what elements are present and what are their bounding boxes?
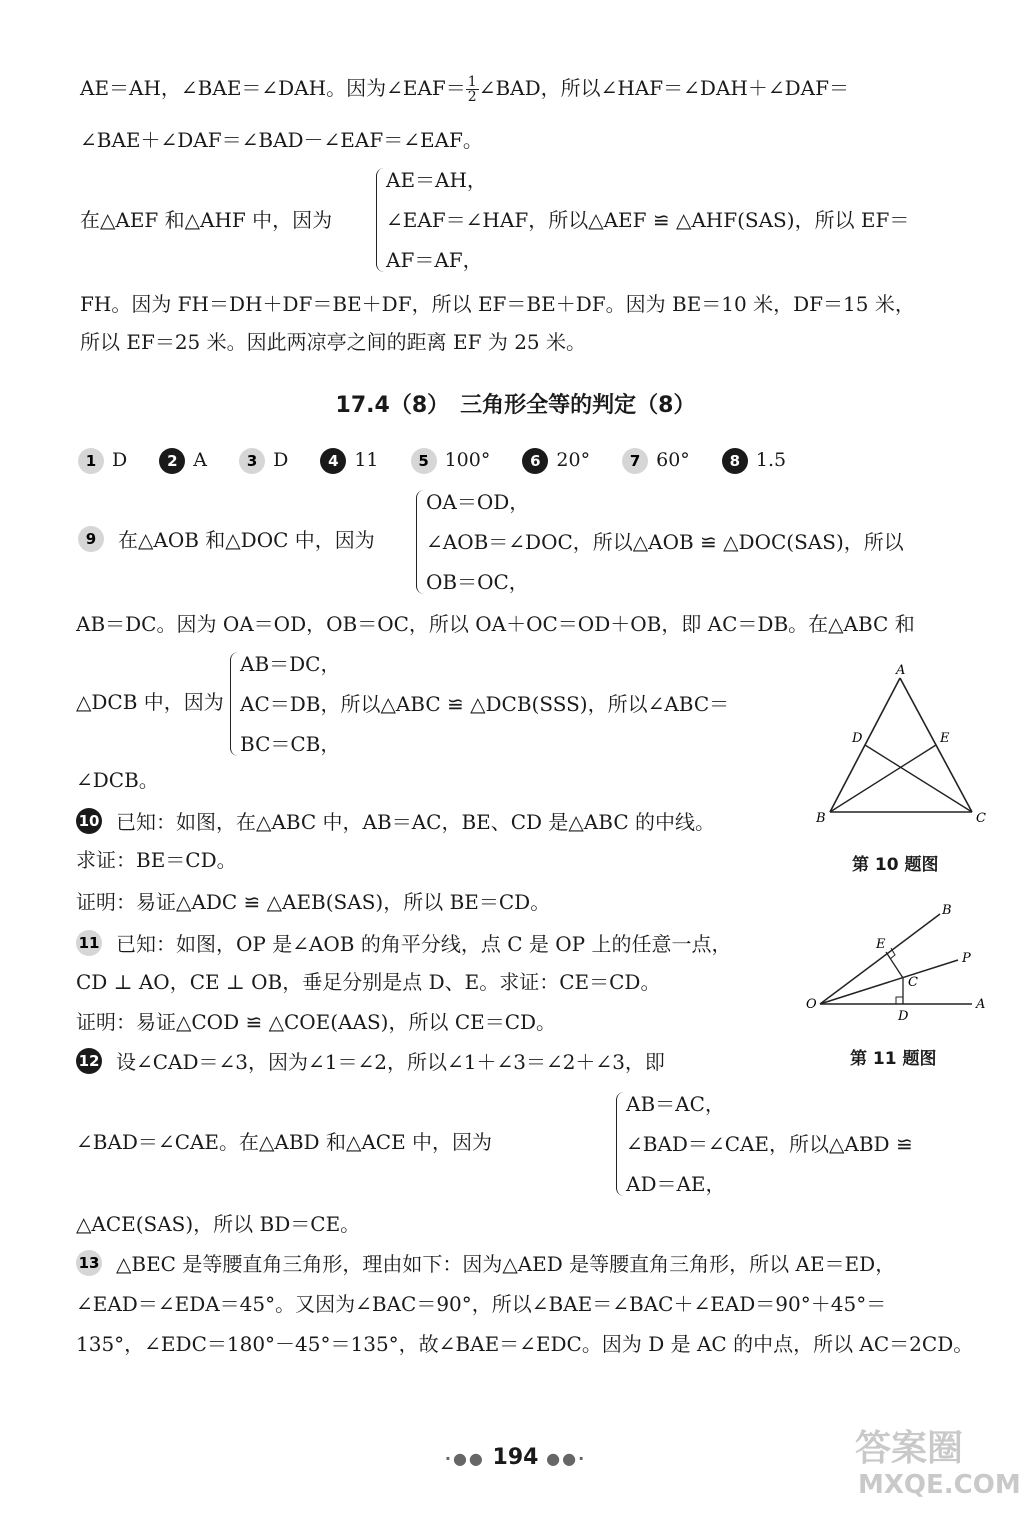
watermark-bottom: MXQE.COM: [858, 1470, 1021, 1500]
figure-q10: [810, 660, 1000, 835]
dots-icon: ●●·: [546, 1449, 587, 1468]
text-line: CD ⊥ AO，CE ⊥ OB，垂足分别是点 D、E。求证：CE＝CD。: [76, 970, 661, 994]
label-A: A: [976, 997, 986, 1012]
equation-system: [240, 644, 729, 764]
question-number: 11: [76, 930, 102, 956]
label-B: B: [942, 903, 952, 918]
ray-OB: [820, 914, 940, 1004]
question-number: 4: [320, 448, 346, 474]
label-O: O: [806, 997, 817, 1012]
equation-system: [626, 1084, 913, 1204]
label-D: D: [898, 1009, 909, 1024]
question-number: 3: [239, 448, 265, 474]
system-row: OB＝OC，: [426, 570, 529, 594]
system-row: AB＝DC，: [240, 652, 341, 676]
text-line: 证明：易证△ADC ≌ △AEB(SAS)，所以 BE＝CD。: [76, 890, 551, 914]
text-line: 求证：BE＝CD。: [76, 848, 237, 872]
question-number: 7: [622, 448, 648, 474]
fraction-denominator: 2: [467, 89, 477, 105]
system-row: AB＝AC，: [626, 1092, 725, 1116]
label-B: B: [816, 811, 826, 826]
question-number: 8: [722, 448, 748, 474]
question-number: 12: [76, 1048, 102, 1074]
text-line: △DCB 中，因为: [76, 690, 224, 714]
text-line: △ACE(SAS)，所以 BD＝CE。: [76, 1212, 361, 1236]
system-row: AE＝AH，: [386, 168, 487, 192]
ray-OP: [820, 960, 958, 1004]
text-line: ∠DCB。: [76, 768, 159, 792]
page-number-value: 194: [492, 1445, 539, 1470]
text-line: ∠BAE＋∠DAF＝∠BAD－∠EAF＝∠EAF。: [80, 128, 483, 152]
answer-value: 100°: [444, 449, 491, 471]
label-E: E: [940, 731, 950, 746]
answer-item: [320, 448, 378, 474]
watermark-top: 答案圈: [855, 1428, 964, 1469]
answer-item: [522, 448, 590, 474]
answers-row: [78, 448, 812, 474]
figure-q11: [800, 900, 1000, 1030]
fraction: [466, 75, 479, 104]
text-line: 已知：如图，OP 是∠AOB 的角平分线，点 C 是 OP 上的任意一点，: [116, 932, 732, 956]
text-line: 设∠CAD＝∠3，因为∠1＝∠2，所以∠1＋∠3＝∠2＋∠3，即: [116, 1050, 665, 1074]
label-D: D: [852, 731, 863, 746]
answer-item: [411, 448, 491, 474]
system-row: ∠EAF＝∠HAF，所以△AEF ≌ △AHF(SAS)，所以 EF＝: [386, 208, 910, 232]
answer-value: 1.5: [755, 449, 787, 471]
question-number: 2: [159, 448, 185, 474]
answer-item: [159, 448, 207, 474]
label-P: P: [962, 951, 971, 966]
text-line: 证明：易证△COD ≌ △COE(AAS)，所以 CE＝CD。: [76, 1010, 557, 1034]
question-number: 13: [76, 1250, 102, 1276]
text-line: 在△AEF 和△AHF 中，因为: [80, 208, 333, 232]
answer-item: [78, 448, 127, 474]
right-angle-icon: [890, 948, 895, 959]
text-line: 在△AOB 和△DOC 中，因为: [118, 528, 375, 552]
system-row: BC＝CB，: [240, 732, 341, 756]
figure-caption: 第 11 题图: [850, 1049, 937, 1069]
answer-value: 20°: [556, 449, 591, 471]
segment-CD: [865, 745, 972, 812]
system-row: OA＝OD，: [426, 490, 530, 514]
text: ∠BAD，所以∠HAF＝∠DAH＋∠DAF＝: [478, 76, 849, 100]
question-number: 6: [522, 448, 548, 474]
text-line: [80, 74, 849, 104]
text-line: AB＝DC。因为 OA＝OD，OB＝OC，所以 OA＋OC＝OD＋OB，即 AC＝DB。在△ABC 和: [76, 612, 915, 636]
text-line: ∠EAD＝∠EDA＝45°。又因为∠BAC＝90°，所以∠BAE＝∠BAC＋∠EAD＝90°＋45°＝: [76, 1292, 887, 1316]
question-number: 5: [411, 448, 437, 474]
answer-value: 60°: [656, 449, 690, 471]
text-line: 135°，∠EDC＝180°－45°＝135°，故∠BAE＝∠EDC。因为 D 是 AC 的中点，所以 AC＝2CD。: [76, 1332, 974, 1356]
fraction-numerator: 1: [467, 74, 477, 90]
system-row: AC＝DB，所以△ABC ≌ △DCB(SSS)，所以∠ABC＝: [240, 692, 730, 716]
label-C: C: [976, 811, 986, 826]
section-title: 17.4（8） 三角形全等的判定（8）: [335, 393, 696, 418]
equation-system: [426, 482, 904, 602]
system-row: ∠AOB＝∠DOC，所以△AOB ≌ △DOC(SAS)，所以: [426, 530, 904, 554]
answer-item: [239, 448, 288, 474]
system-row: AF＝AF，: [386, 248, 483, 272]
answer-value: D: [112, 449, 128, 471]
system-row: AD＝AE，: [626, 1172, 726, 1196]
question-number: 9: [78, 526, 104, 552]
text: AE＝AH，∠BAE＝∠DAH。因为∠EAF＝: [80, 76, 466, 100]
text-line: 已知：如图，在△ABC 中，AB＝AC，BE、CD 是△ABC 的中线。: [116, 810, 715, 834]
text-line: ∠BAD＝∠CAE。在△ABD 和△ACE 中，因为: [76, 1130, 493, 1154]
answer-value: 11: [354, 449, 379, 471]
text-line: 所以 EF＝25 米。因此两凉亭之间的距离 EF 为 25 米。: [80, 330, 586, 354]
text-line: FH。因为 FH＝DH＋DF＝BE＋DF，所以 EF＝BE＋DF。因为 BE＝10 米，DF＝15 米，: [80, 292, 915, 316]
label-A: A: [896, 663, 906, 678]
label-C: C: [908, 975, 918, 990]
answer-item: [722, 448, 786, 474]
dots-icon: ·●●: [444, 1449, 485, 1468]
figure-caption: 第 10 题图: [852, 855, 939, 875]
equation-system: [386, 160, 909, 280]
text-line: △BEC 是等腰直角三角形，理由如下：因为△AED 是等腰直角三角形，所以 AE＝ED，: [116, 1252, 896, 1276]
label-E: E: [876, 937, 886, 952]
system-row: ∠BAD＝∠CAE，所以△ABD ≌: [626, 1132, 913, 1156]
right-angle-icon: [896, 997, 903, 1004]
answer-value: D: [273, 449, 289, 471]
question-number: 1: [78, 448, 104, 474]
answer-value: A: [193, 449, 208, 471]
answer-item: [622, 448, 690, 474]
segment-BE: [830, 745, 936, 812]
question-number: 10: [76, 808, 102, 834]
